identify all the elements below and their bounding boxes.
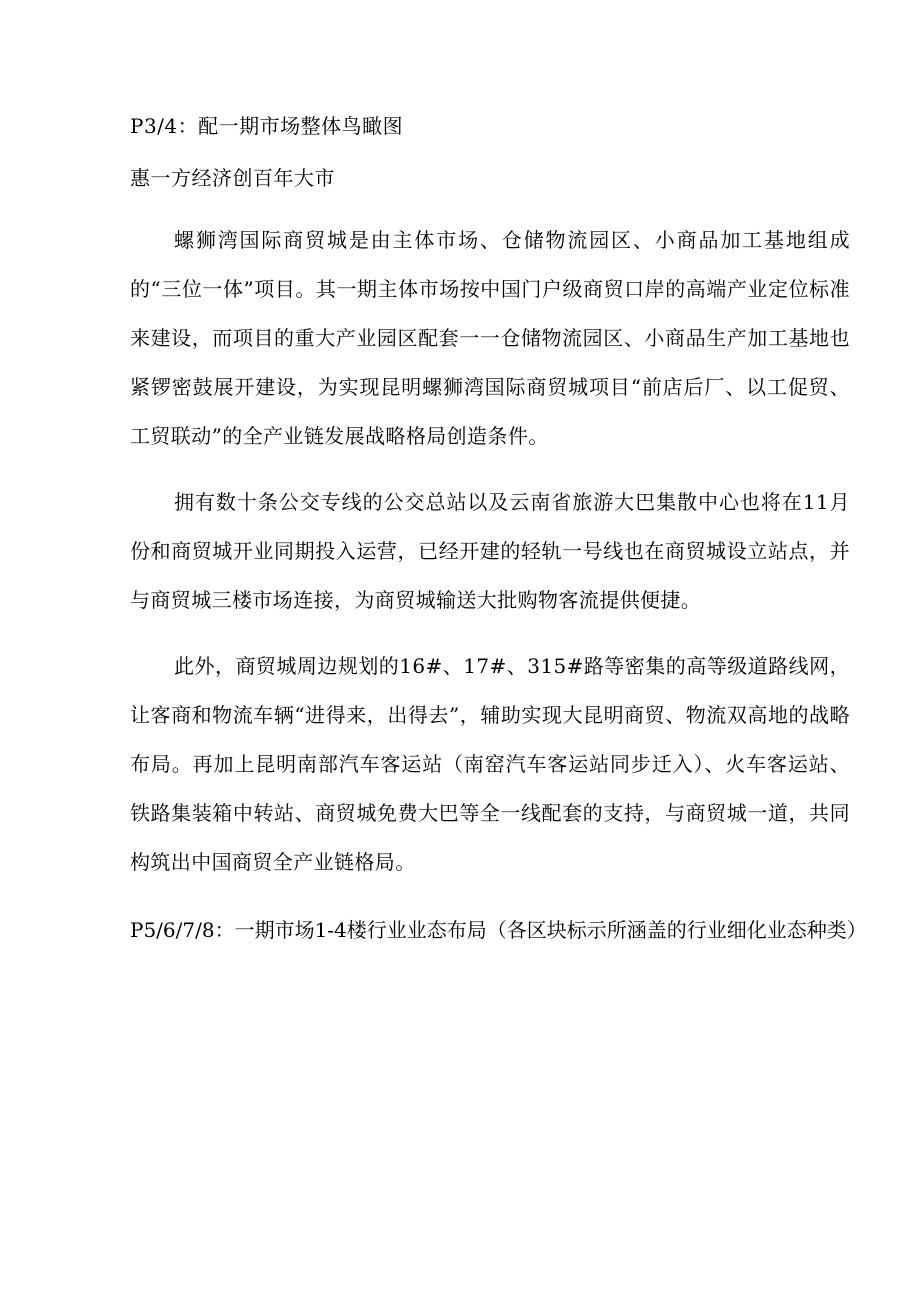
- section-heading-p5-8: P5/6/7/8：一期市场1-4楼行业业态布局（各区块标示所涵盖的行业细化业态种类）: [130, 918, 867, 942]
- paragraph-2: 拥有数十条公交专线的公交总站以及云南省旅游大巴集散中心也将在11月份和商贸城开业同期投入运营，已经开建的轻轨一号线也在商贸城设立站点，并与商贸城三楼市场连接，为商贸城输送大批购物客流提供便捷。: [130, 490, 850, 612]
- section-heading-p3-4: P3/4：配一期市场整体鸟瞰图: [130, 114, 404, 138]
- paragraph-3: 此外，商贸城周边规划的16#、17#、315#路等密集的高等级道路线网，让客商和物流车辆“进得来，出得去”，辅助实现大昆明商贸、物流双高地的战略布局。再加上昆明南部汽车客运站（南窑汽车客运站同步迁入）、火车客运站、铁路集装箱中转站、商贸城免费大巴等全一线配套的支持，与商贸城一道，共同构筑出中国商贸全产业链格局。: [130, 654, 850, 874]
- section-subtitle: 惠一方经济创百年大市: [130, 166, 335, 190]
- paragraph-1: 螺狮湾国际商贸城是由主体市场、仓储物流园区、小商品加工基地组成的“三位一体”项目。其一期主体市场按中国门户级商贸口岸的高端产业定位标准来建设，而项目的重大产业园区配套一一仓储物流园区、小商品生产加工基地也紧锣密鼓展开建设，为实现昆明螺狮湾国际商贸城项目“前店后厂、以工促贸、工贸联动”的全产业链发展战略格局创造条件。: [130, 228, 850, 448]
